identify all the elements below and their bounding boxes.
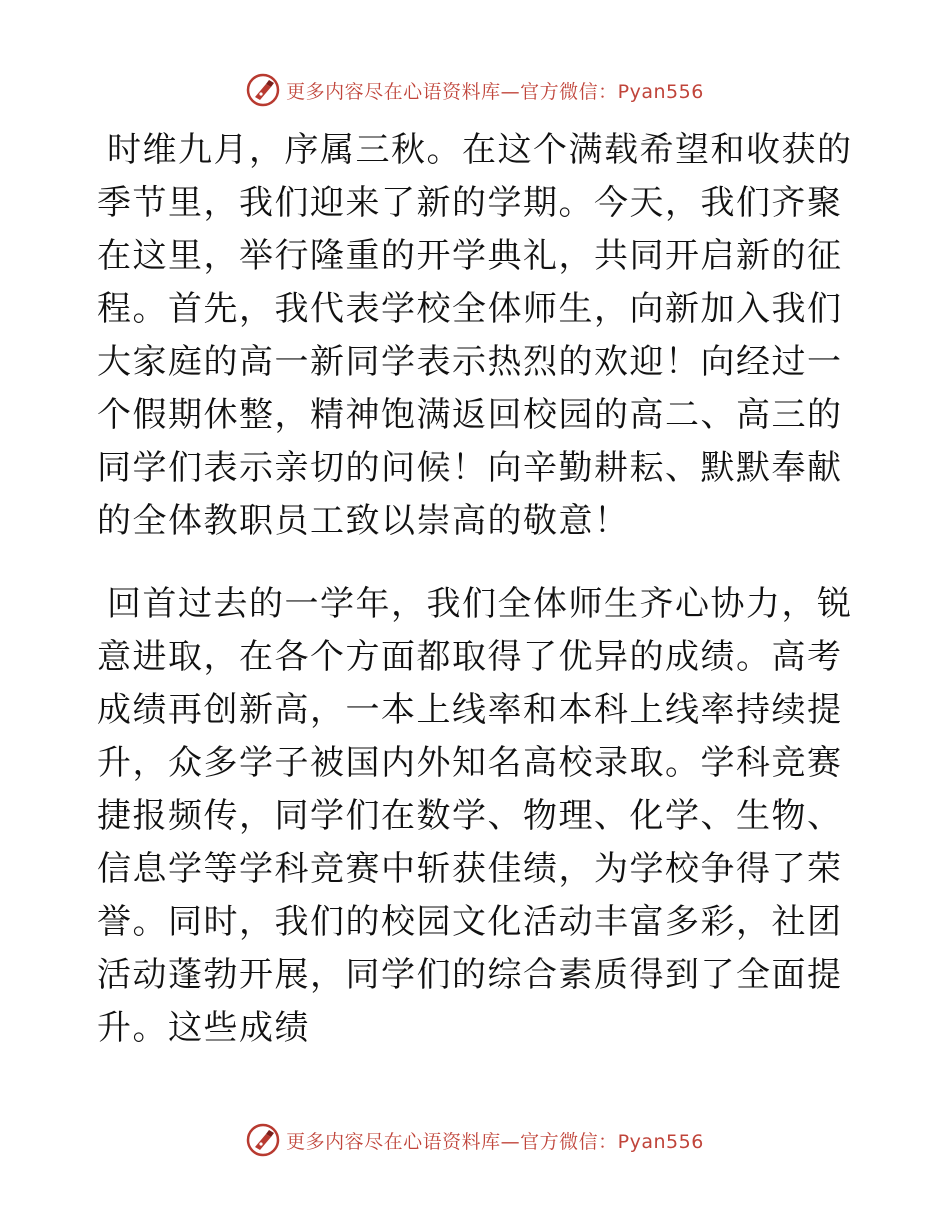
paragraph-2: 回首过去的一学年，我们全体师生齐心协力，锐意进取，在各个方面都取得了优异的成绩。高考成绩再创新高，一本上线率和本科上线率持续提升，众多学子被国内外知名高校录取。学科竞赛捷报频传，同学们在数学、物理、化学、生物、信息学等学科竞赛中斩获佳绩，为学校争得了荣誉。同时，我们的校园文化活动丰富多彩，社团活动蓬勃开展，同学们的综合素质得到了全面提升。这些成绩: [97, 584, 853, 1048]
header-banner-text: 更多内容尽在心语资料库—官方微信：Pyan556: [286, 80, 704, 103]
paragraph-1: 时维九月，序属三秋。在这个满载希望和收获的季节里，我们迎来了新的学期。今天，我们齐聚在这里，举行隆重的开学典礼，共同开启新的征程。首先，我代表学校全体师生，向新加入我们大家庭的高一新同学表示热烈的欢迎！向经过一个假期休整，精神饱满返回校园的高二、高三的同学们表示亲切的问候！向辛勤耕耘、默默奉献的全体教职员工致以崇高的敬意！: [97, 130, 853, 541]
header-banner: [0, 70, 950, 110]
footer-banner: [0, 1120, 950, 1160]
pen-nib-logo-icon: [246, 73, 280, 107]
pen-nib-logo-icon: [246, 1123, 280, 1157]
footer-banner-text: 更多内容尽在心语资料库—官方微信：Pyan556: [286, 1130, 704, 1153]
document-body: [97, 124, 857, 1055]
